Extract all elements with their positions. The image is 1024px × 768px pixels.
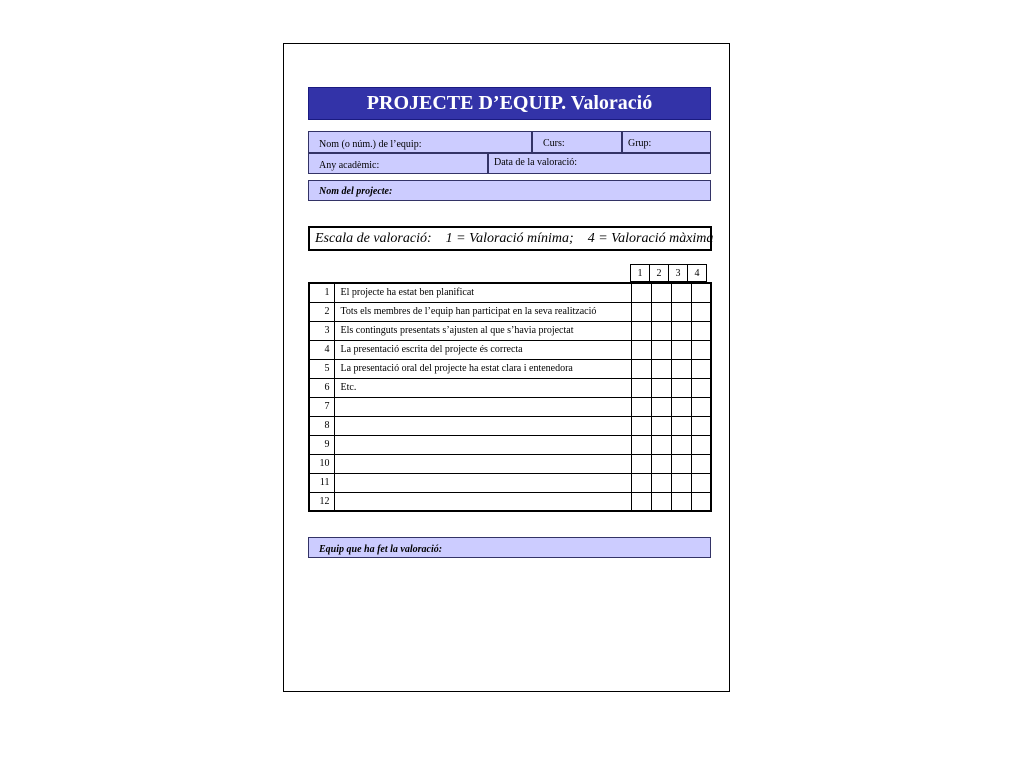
criteria-text: Tots els membres de l’equip han participat en la seva realització xyxy=(334,302,631,321)
rating-cell-1[interactable] xyxy=(631,473,651,492)
rating-cell-1[interactable] xyxy=(631,302,651,321)
criteria-text xyxy=(334,473,631,492)
rating-cell-1[interactable] xyxy=(631,359,651,378)
criteria-number: 4 xyxy=(309,340,334,359)
rating-cell-1[interactable] xyxy=(631,416,651,435)
evaluation-date-field[interactable]: Data de la valoració: xyxy=(488,153,711,174)
rating-cell-3[interactable] xyxy=(671,397,691,416)
rating-cell-4[interactable] xyxy=(691,492,711,511)
criteria-number: 6 xyxy=(309,378,334,397)
rating-cell-1[interactable] xyxy=(631,378,651,397)
rating-cell-2[interactable] xyxy=(651,378,671,397)
criteria-text xyxy=(334,492,631,511)
rating-cell-1[interactable] xyxy=(631,435,651,454)
criteria-number: 11 xyxy=(309,473,334,492)
criteria-row xyxy=(309,321,711,340)
rating-header-1: 1 xyxy=(631,265,650,282)
rating-cell-3[interactable] xyxy=(671,321,691,340)
rating-cell-2[interactable] xyxy=(651,416,671,435)
rating-cell-3[interactable] xyxy=(671,302,691,321)
rating-cell-1[interactable] xyxy=(631,492,651,511)
criteria-number: 3 xyxy=(309,321,334,340)
rating-cell-2[interactable] xyxy=(651,302,671,321)
rating-header-2: 2 xyxy=(650,265,669,282)
rating-cell-3[interactable] xyxy=(671,435,691,454)
rating-cell-3[interactable] xyxy=(671,454,691,473)
rating-cell-3[interactable] xyxy=(671,359,691,378)
criteria-table xyxy=(308,282,712,512)
criteria-row xyxy=(309,302,711,321)
criteria-row xyxy=(309,454,711,473)
rating-cell-2[interactable] xyxy=(651,397,671,416)
rating-cell-4[interactable] xyxy=(691,378,711,397)
criteria-text xyxy=(334,416,631,435)
criteria-number: 8 xyxy=(309,416,334,435)
criteria-row xyxy=(309,378,711,397)
rating-cell-2[interactable] xyxy=(651,492,671,511)
form-title: PROJECTE D’EQUIP. Valoració xyxy=(308,87,711,120)
rating-cell-2[interactable] xyxy=(651,473,671,492)
criteria-number: 12 xyxy=(309,492,334,511)
rating-header-4: 4 xyxy=(688,265,707,282)
rating-cell-2[interactable] xyxy=(651,340,671,359)
criteria-row xyxy=(309,397,711,416)
academic-year-field[interactable]: Any acadèmic: xyxy=(308,153,488,174)
criteria-number: 1 xyxy=(309,283,334,302)
criteria-text: La presentació oral del projecte ha estat clara i entenedora xyxy=(334,359,631,378)
rating-cell-4[interactable] xyxy=(691,473,711,492)
criteria-number: 5 xyxy=(309,359,334,378)
rating-cell-4[interactable] xyxy=(691,416,711,435)
course-field[interactable]: Curs: xyxy=(532,131,622,153)
criteria-text: Etc. xyxy=(334,378,631,397)
rating-cell-1[interactable] xyxy=(631,397,651,416)
criteria-row xyxy=(309,283,711,302)
rating-cell-2[interactable] xyxy=(651,454,671,473)
rating-cell-1[interactable] xyxy=(631,454,651,473)
rating-cell-3[interactable] xyxy=(671,473,691,492)
criteria-row xyxy=(309,416,711,435)
rating-cell-1[interactable] xyxy=(631,321,651,340)
criteria-text xyxy=(334,397,631,416)
rating-cell-3[interactable] xyxy=(671,378,691,397)
project-name-field[interactable]: Nom del projecte: xyxy=(308,180,711,201)
criteria-row xyxy=(309,492,711,511)
criteria-text: Els continguts presentats s’ajusten al que s’havia projectat xyxy=(334,321,631,340)
criteria-row xyxy=(309,435,711,454)
team-name-field[interactable]: Nom (o núm.) de l’equip: xyxy=(308,131,532,153)
rating-cell-4[interactable] xyxy=(691,283,711,302)
rating-cell-2[interactable] xyxy=(651,321,671,340)
rating-scale xyxy=(308,226,712,251)
rating-cell-4[interactable] xyxy=(691,454,711,473)
criteria-text: La presentació escrita del projecte és correcta xyxy=(334,340,631,359)
group-field[interactable]: Grup: xyxy=(622,131,711,153)
rating-cell-2[interactable] xyxy=(651,283,671,302)
rating-cell-3[interactable] xyxy=(671,492,691,511)
rating-cell-2[interactable] xyxy=(651,359,671,378)
criteria-text xyxy=(334,435,631,454)
rating-cell-4[interactable] xyxy=(691,321,711,340)
scale-min: 1 = Valoració mínima; xyxy=(445,231,574,246)
scale-label: Escala de valoració: xyxy=(315,231,432,246)
evaluating-team-field[interactable]: Equip que ha fet la valoració: xyxy=(308,537,711,558)
rating-cell-3[interactable] xyxy=(671,416,691,435)
rating-cell-1[interactable] xyxy=(631,340,651,359)
criteria-row xyxy=(309,473,711,492)
rating-cell-3[interactable] xyxy=(671,340,691,359)
criteria-number: 2 xyxy=(309,302,334,321)
rating-header-3: 3 xyxy=(669,265,688,282)
criteria-row xyxy=(309,359,711,378)
criteria-number: 7 xyxy=(309,397,334,416)
criteria-number: 9 xyxy=(309,435,334,454)
scale-max: 4 = Valoració màxima xyxy=(587,231,714,246)
criteria-row xyxy=(309,340,711,359)
rating-cell-4[interactable] xyxy=(691,359,711,378)
rating-cell-2[interactable] xyxy=(651,435,671,454)
rating-cell-4[interactable] xyxy=(691,302,711,321)
criteria-text: El projecte ha estat ben planificat xyxy=(334,283,631,302)
rating-cell-4[interactable] xyxy=(691,397,711,416)
rating-cell-4[interactable] xyxy=(691,435,711,454)
rating-header-table xyxy=(630,264,707,282)
rating-cell-4[interactable] xyxy=(691,340,711,359)
criteria-text xyxy=(334,454,631,473)
criteria-number: 10 xyxy=(309,454,334,473)
rating-cell-1[interactable] xyxy=(631,283,651,302)
rating-cell-3[interactable] xyxy=(671,283,691,302)
